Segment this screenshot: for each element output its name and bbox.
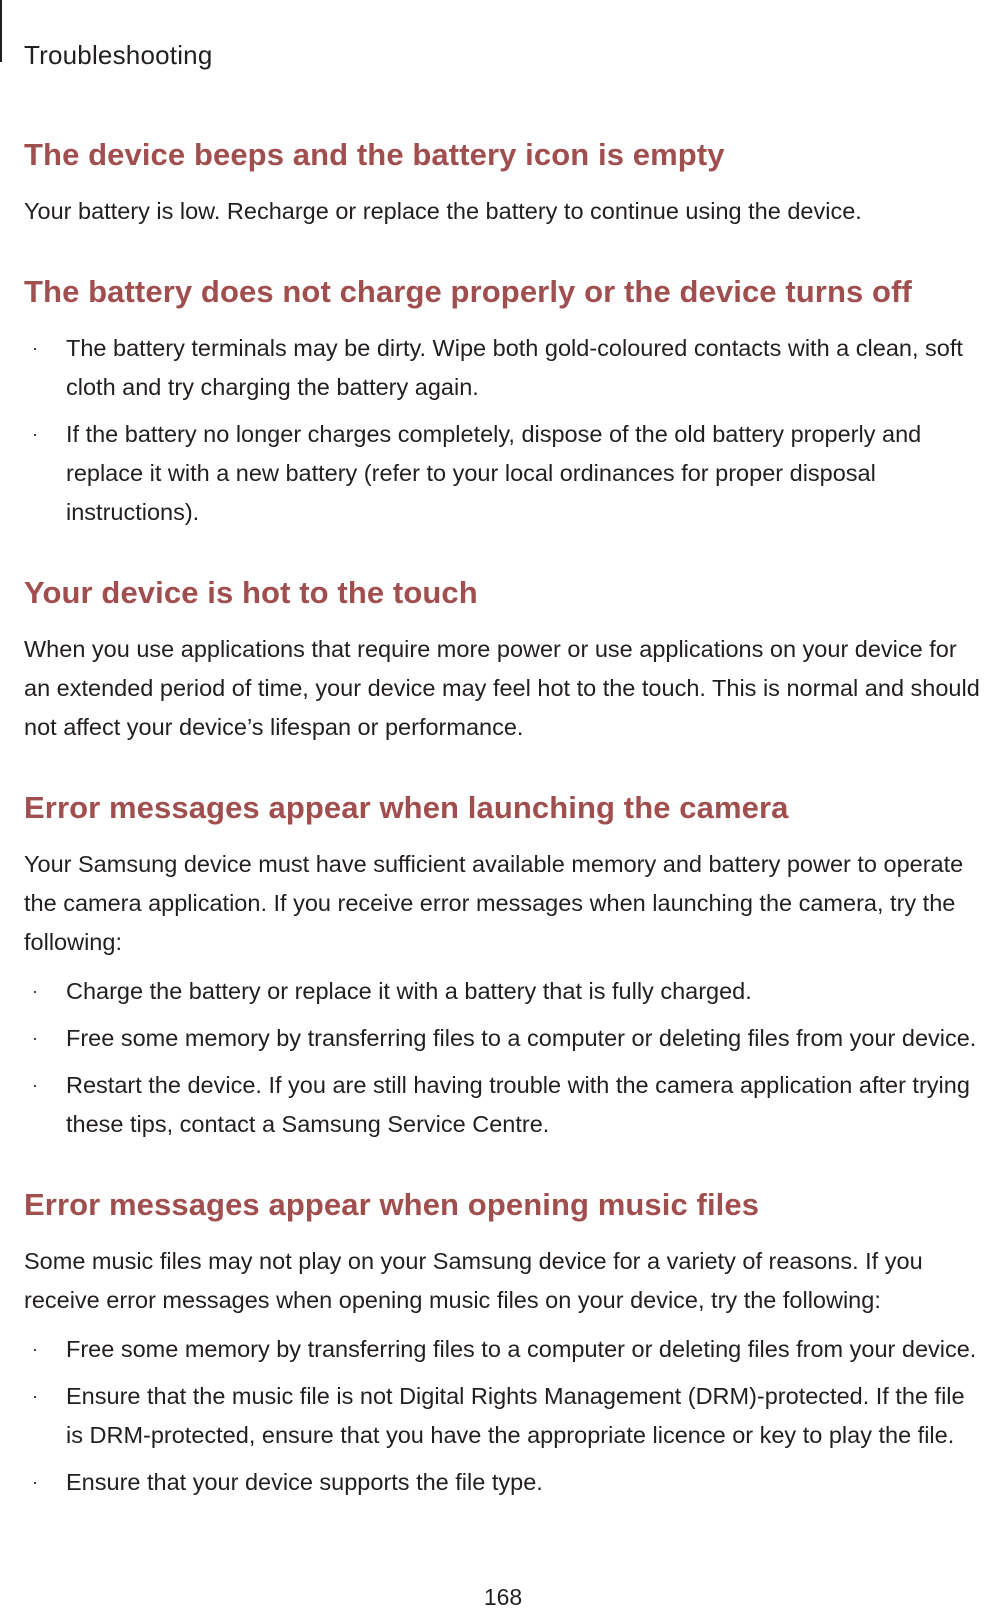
section-paragraph: Some music files may not play on your Samsung device for a variety of reasons. If you receive error messages when opening music files on your device, try the following: (24, 1248, 923, 1313)
section-device-hot (24, 570, 984, 747)
section-paragraph: When you use applications that require more power or use applications on your device for an extended period of time, your device may feel hot to the touch. This is normal and should not affect your device’s lifespan or performance. (24, 636, 980, 740)
list-item-text: Restart the device. If you are still having trouble with the camera application after trying these tips, contact a Samsung Service Centre. (66, 1072, 970, 1137)
bullet-list (24, 329, 984, 532)
header-rule (0, 0, 2, 62)
section-battery-not-charging (24, 269, 984, 532)
section-camera-errors (24, 785, 984, 1144)
page-number: 168 (483, 1584, 523, 1610)
bullet-icon: · (32, 1386, 38, 1406)
section-heading: The device beeps and the battery icon is empty (24, 137, 725, 172)
section-heading: The battery does not charge properly or the device turns off (24, 274, 912, 309)
bullet-list (24, 972, 984, 1144)
section-heading: Error messages appear when opening music files (24, 1187, 760, 1222)
bullet-icon: · (32, 1472, 38, 1492)
list-item-text: Ensure that the music file is not Digital Rights Management (DRM)-protected. If the file is DRM-protected, ensure that you have the appropriate licence or key to play the file. (66, 1383, 965, 1448)
list-item-text: Free some memory by transferring files to a computer or deleting files from your device. (66, 1336, 977, 1362)
section-heading: Error messages appear when launching the camera (24, 790, 789, 825)
page-content (24, 132, 984, 1510)
bullet-icon: · (32, 981, 38, 1001)
list-item-text: Charge the battery or replace it with a battery that is fully charged. (66, 978, 752, 1004)
section-music-errors (24, 1182, 984, 1502)
bullet-list (24, 1330, 984, 1502)
list-item (24, 1463, 984, 1502)
section-heading: Your device is hot to the touch (24, 575, 478, 610)
section-paragraph: Your battery is low. Recharge or replace the battery to continue using the device. (24, 198, 862, 224)
list-item (24, 972, 984, 1011)
bullet-icon: · (32, 1075, 38, 1095)
bullet-icon: · (32, 1339, 38, 1359)
list-item (24, 1019, 984, 1058)
list-item-text: Ensure that your device supports the file type. (66, 1469, 543, 1495)
bullet-icon: · (32, 338, 38, 358)
list-item-text: Free some memory by transferring files to a computer or deleting files from your device. (66, 1025, 977, 1051)
list-item-text: The battery terminals may be dirty. Wipe both gold-coloured contacts with a clean, soft cloth and try charging the battery again. (66, 335, 963, 400)
section-battery-empty (24, 132, 984, 231)
bullet-icon: · (32, 424, 38, 444)
list-item (24, 329, 984, 407)
list-item (24, 1377, 984, 1455)
bullet-icon: · (32, 1028, 38, 1048)
section-paragraph: Your Samsung device must have sufficient available memory and battery power to operate the camera application. If you receive error messages when launching the camera, try the following: (24, 851, 964, 955)
list-item (24, 1066, 984, 1144)
list-item-text: If the battery no longer charges completely, dispose of the old battery properly and replace it with a new battery (refer to your local ordinances for proper disposal instructions). (66, 421, 922, 525)
list-item (24, 415, 984, 532)
list-item (24, 1330, 984, 1369)
running-header: Troubleshooting (24, 40, 213, 70)
